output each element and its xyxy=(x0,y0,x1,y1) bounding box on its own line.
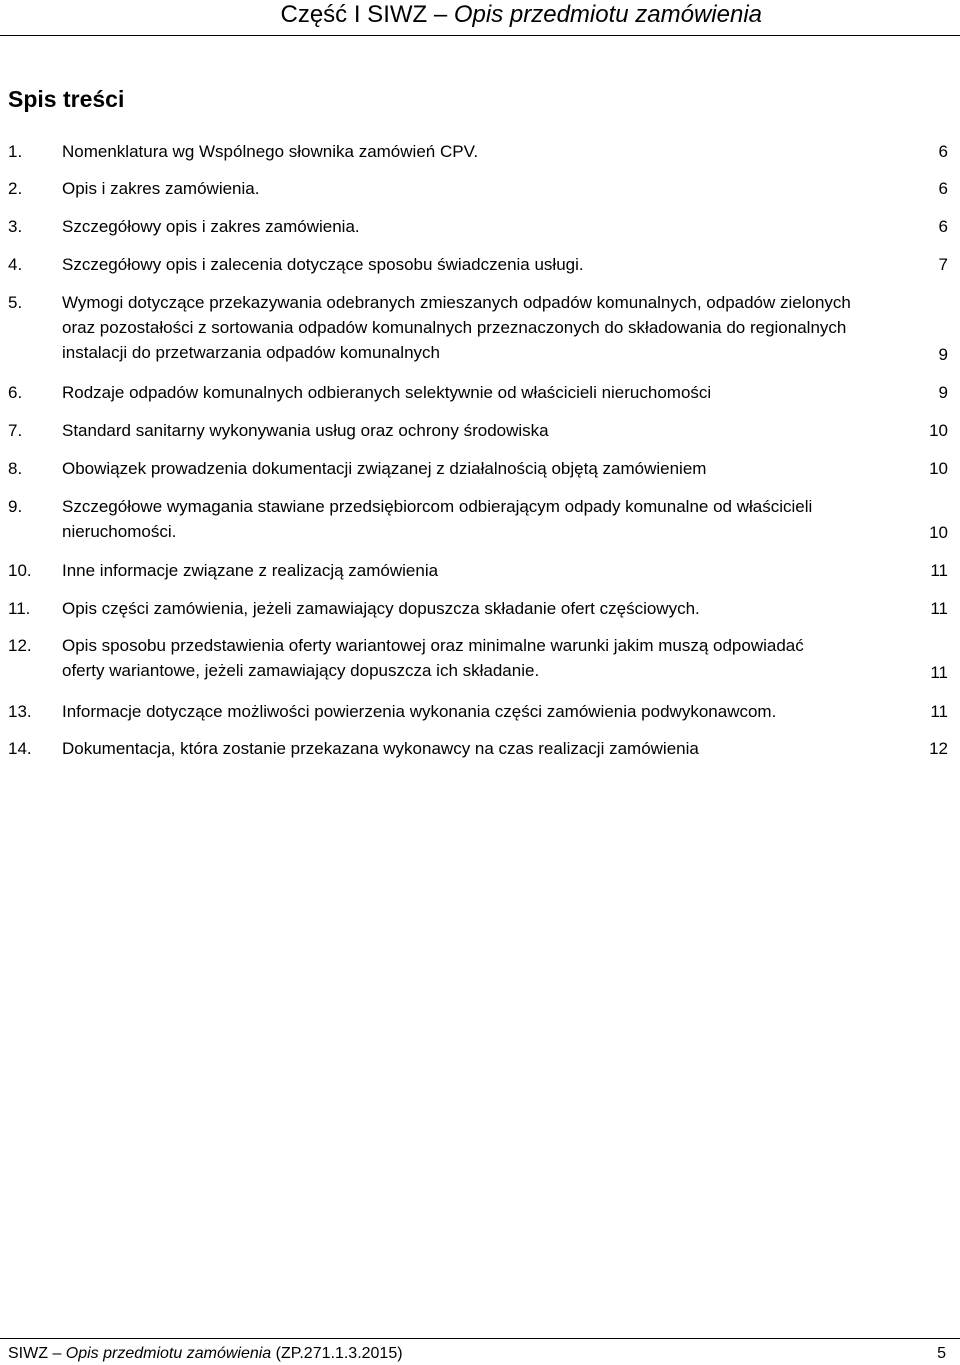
toc-entry-page: 6 xyxy=(938,179,948,198)
footer-text-suffix: (ZP.271.1.3.2015) xyxy=(271,1345,403,1362)
toc-entry[interactable] xyxy=(8,633,952,685)
toc-entry-page: 10 xyxy=(929,421,948,440)
toc-entry-page: 9 xyxy=(938,383,948,402)
toc-entry[interactable] xyxy=(8,558,952,583)
toc-entry-text: Opis i zakres zamówienia. xyxy=(62,179,260,198)
toc-entry-number: 14. xyxy=(8,739,32,758)
toc-entry-page: 11 xyxy=(930,599,948,618)
toc-entry[interactable] xyxy=(8,380,952,405)
toc-entry-text: Nomenklatura wg Wspólnego słownika zamówień CPV. xyxy=(62,142,479,161)
toc-entry[interactable] xyxy=(8,736,952,761)
toc-entry-text: Obowiązek prowadzenia dokumentacji związanej z działalnością objętą zamówieniem xyxy=(62,459,707,478)
toc-entry-page: 11 xyxy=(930,663,948,682)
toc-entry-text: Szczegółowy opis i zakres zamówienia. xyxy=(62,217,360,236)
toc-heading: Spis treści xyxy=(8,86,125,112)
toc-entry-number: 3. xyxy=(8,217,23,236)
toc-entry-number: 2. xyxy=(8,179,23,198)
toc-entry-page: 6 xyxy=(938,142,948,161)
toc-entry-page: 6 xyxy=(938,217,948,236)
document-title xyxy=(281,0,763,30)
toc-entry-page: 9 xyxy=(938,345,948,364)
toc-entry[interactable] xyxy=(8,596,952,621)
toc-entry-number: 1. xyxy=(8,142,23,161)
toc-entry-text: Dokumentacja, która zostanie przekazana wykonawcy na czas realizacji zamówienia xyxy=(62,739,699,758)
toc-entry-number: 11. xyxy=(8,599,31,618)
toc-entry[interactable] xyxy=(8,252,952,277)
toc-entry-text: Rodzaje odpadów komunalnych odbieranych selektywnie od właścicieli nieruchomości xyxy=(62,383,712,402)
toc-entry-number: 13. xyxy=(8,702,32,721)
toc-entry[interactable] xyxy=(8,139,952,164)
toc-entry-number: 4. xyxy=(8,255,23,274)
toc-entry-page: 12 xyxy=(929,739,948,758)
toc-entry-page: 10 xyxy=(929,459,948,478)
page-footer xyxy=(0,1338,960,1365)
toc-entry-number: 6. xyxy=(8,383,23,402)
toc-entry-number: 10. xyxy=(8,561,32,580)
footer-text-prefix: SIWZ – xyxy=(8,1345,66,1362)
toc-entry[interactable] xyxy=(8,214,952,239)
toc-entry-text: Informacje dotyczące możliwości powierzenia wykonania części zamówienia podwykonawcom. xyxy=(62,702,777,721)
toc-entry-text: Szczegółowe wymagania stawiane przedsiębiorcom odbierającym odpady komunalne od właścicieli nieruchomości. xyxy=(62,497,813,541)
footer-text xyxy=(8,1344,403,1364)
toc-entry-text: Opis części zamówienia, jeżeli zamawiający dopuszcza składanie ofert częściowych. xyxy=(62,599,700,618)
page-number: 5 xyxy=(937,1345,946,1362)
toc-entry-text: Standard sanitarny wykonywania usług oraz ochrony środowiska xyxy=(62,421,549,440)
toc-entry-page: 11 xyxy=(930,702,948,721)
toc-entry-page: 7 xyxy=(938,255,948,274)
toc-entry-number: 5. xyxy=(8,293,23,312)
toc-entry-number: 8. xyxy=(8,459,23,478)
toc-entry[interactable] xyxy=(8,699,952,724)
toc-entry[interactable] xyxy=(8,418,952,443)
toc-entry-number: 7. xyxy=(8,421,23,440)
toc-entry-text: Opis sposobu przedstawienia oferty wariantowej oraz minimalne warunki jakim muszą odpowiadać oferty wariantowe, jeżeli zamawiający dopuszcza ich składanie. xyxy=(62,636,804,680)
footer-text-italic: Opis przedmiotu zamówienia xyxy=(65,1345,272,1362)
toc-entry-page: 11 xyxy=(930,561,948,580)
toc-entry[interactable] xyxy=(8,290,952,368)
page-header xyxy=(0,0,960,40)
toc-entry-page: 10 xyxy=(929,523,948,542)
toc-entry-text: Wymogi dotyczące przekazywania odebranych zmieszanych odpadów komunalnych, odpadów zielonych oraz pozostałości z sortowania odpadów komunalnych przeznaczonych do składowania do regionalnych instalacji do przetwarzania odpadów komunalnych xyxy=(62,293,851,362)
footer-divider xyxy=(0,1338,960,1339)
toc-entry[interactable] xyxy=(8,176,952,201)
document-title-italic: Opis przedmiotu zamówienia xyxy=(453,1,762,28)
toc-entry[interactable] xyxy=(8,456,952,481)
header-divider xyxy=(0,35,960,36)
toc-entry[interactable] xyxy=(8,494,952,546)
toc-entry-number: 12. xyxy=(8,636,32,655)
toc-entry-text: Inne informacje związane z realizacją zamówienia xyxy=(62,561,439,580)
toc-entry-text: Szczegółowy opis i zalecenia dotyczące sposobu świadczenia usługi. xyxy=(62,255,584,274)
document-title-prefix: Część I SIWZ – xyxy=(280,1,454,28)
toc-entry-number: 9. xyxy=(8,497,23,516)
